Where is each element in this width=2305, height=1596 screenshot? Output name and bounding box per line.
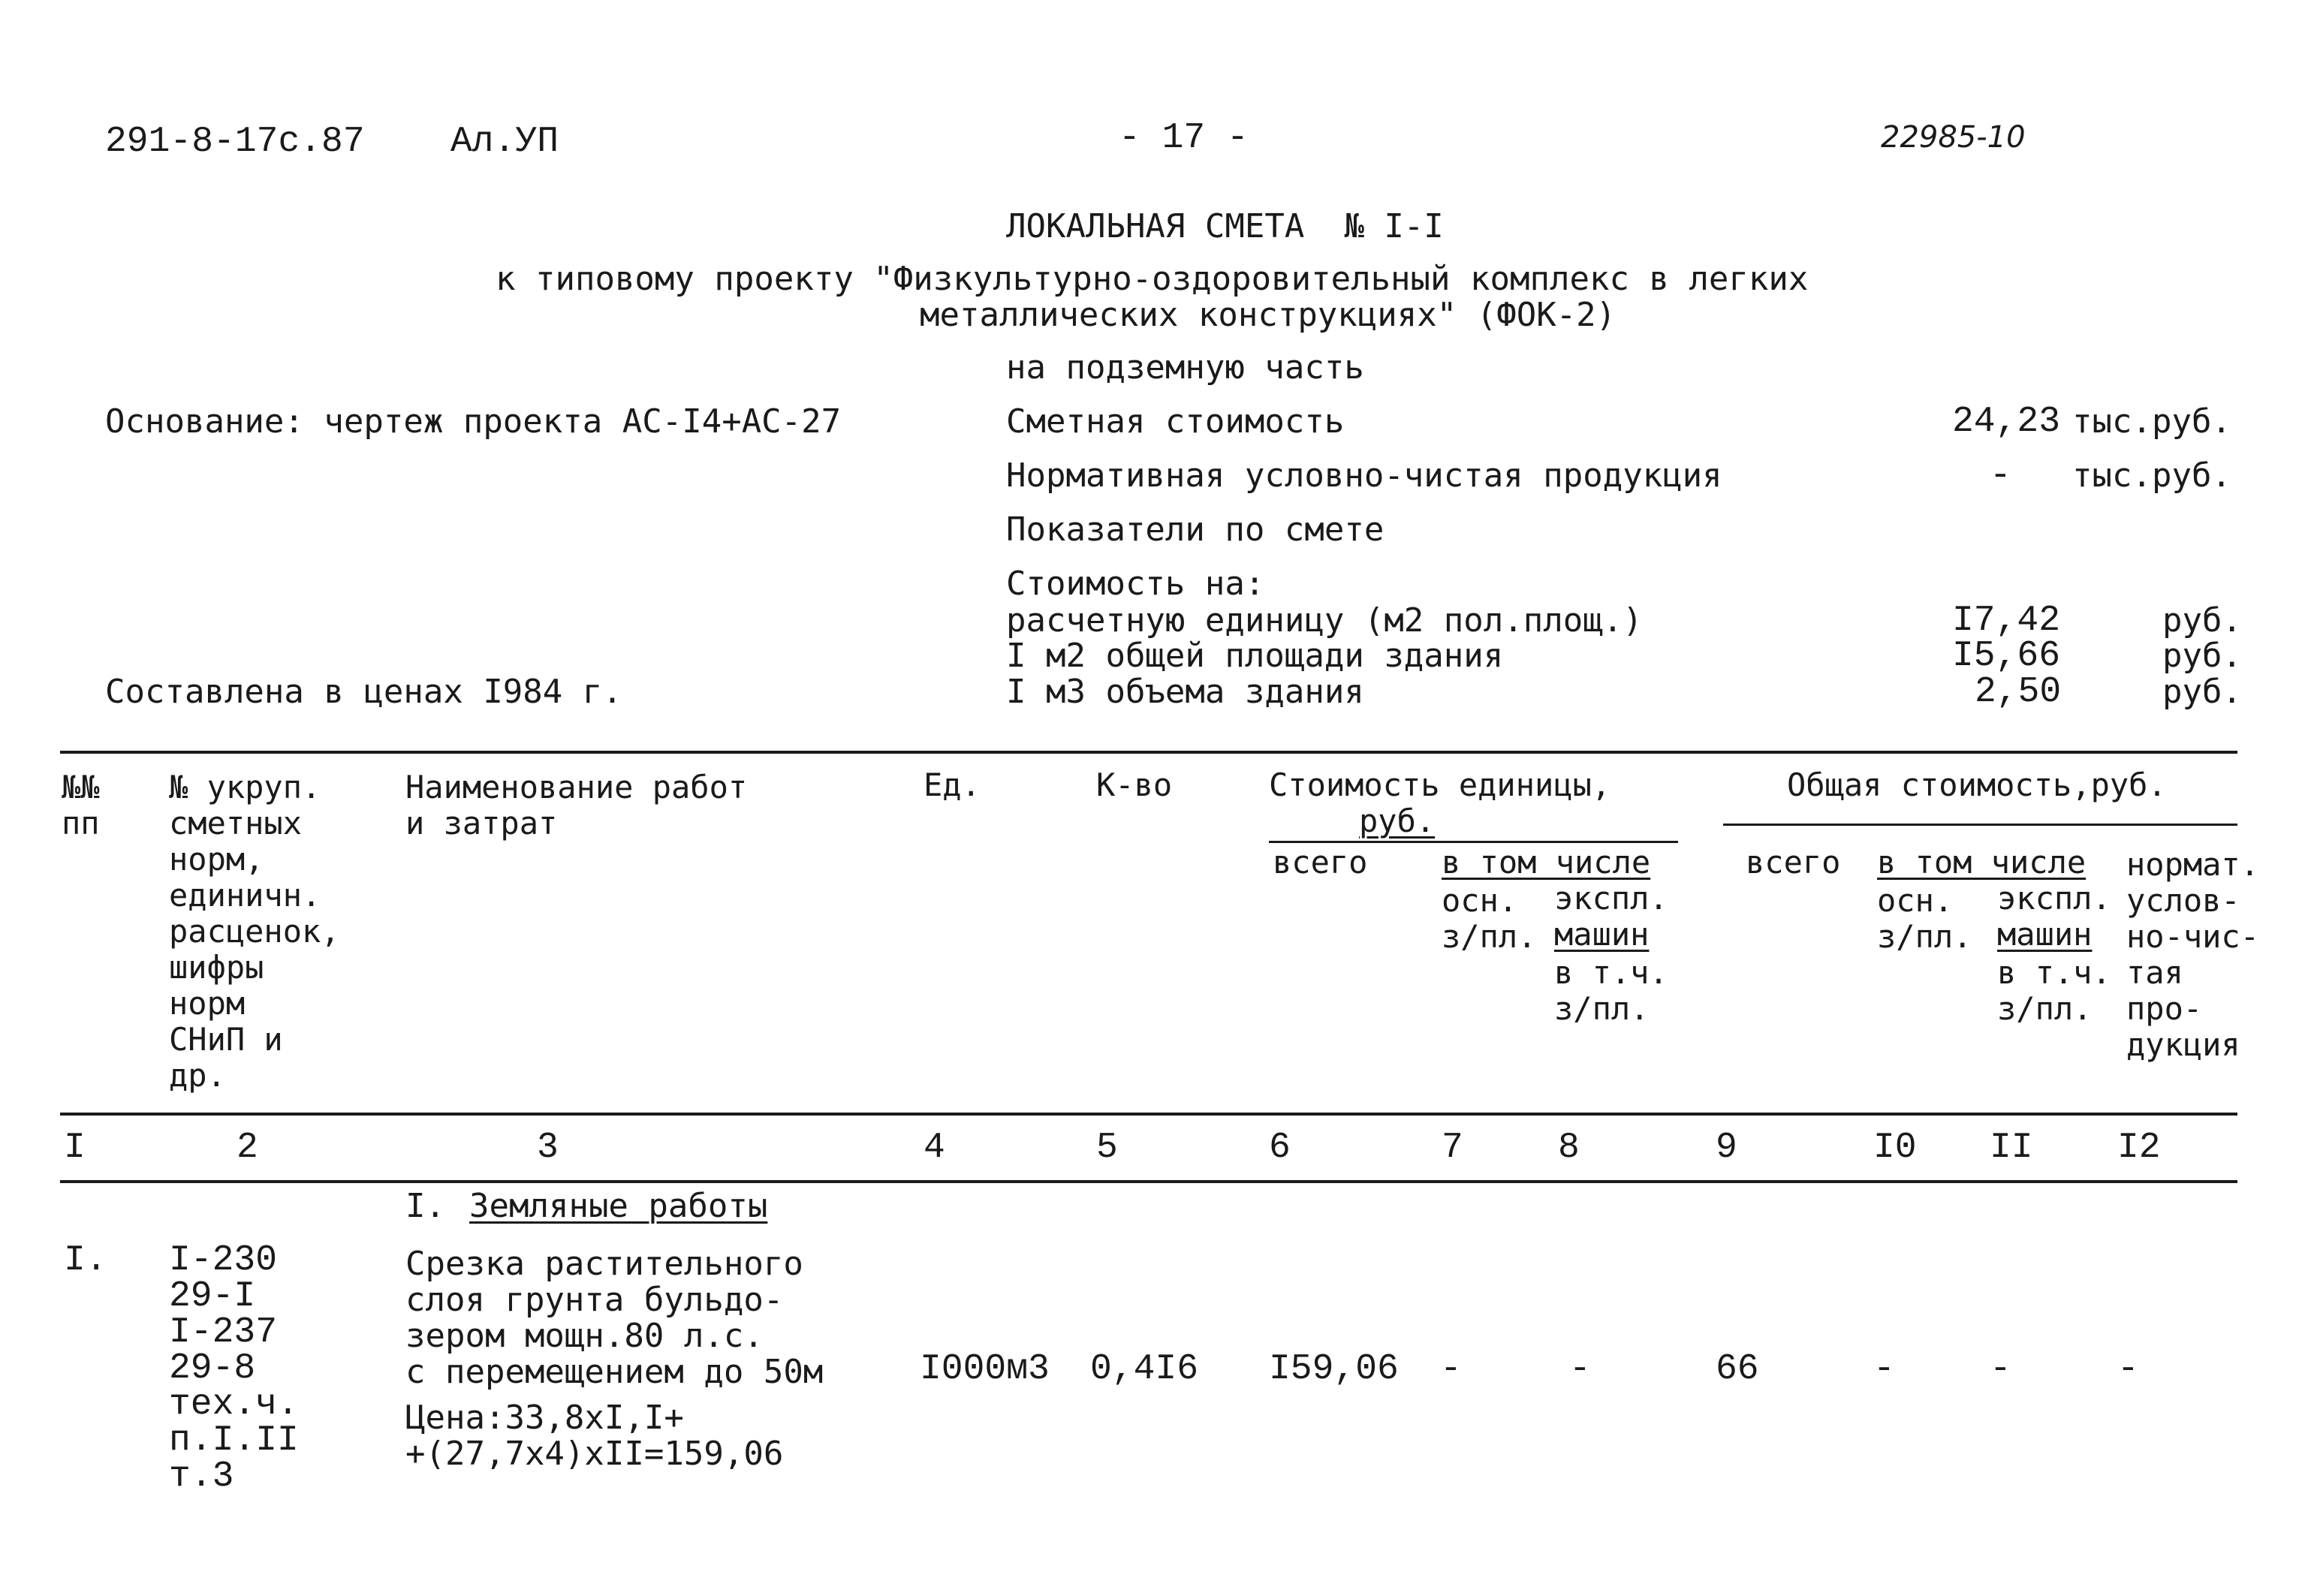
compiled-prices: Составлена в ценах I984 г. — [105, 673, 622, 711]
column-number: 8 — [1558, 1128, 1580, 1168]
project-part: на подземную часть — [1006, 348, 1364, 387]
header-unit-cost-rub: руб. — [1359, 803, 1436, 839]
column-number: 4 — [924, 1128, 945, 1168]
indicator-value: I5,66 — [1952, 636, 2061, 676]
header-tc-norm: нормат. услов- но-чис- тая про- дукция — [2126, 846, 2260, 1063]
unit-cost-rule — [1269, 841, 1678, 843]
row-total-cost: 66 — [1716, 1349, 1759, 1390]
header-tc-mash: машин — [1997, 916, 2093, 953]
basis-text: Основание: чертеж проекта АС-I4+АС-27 — [105, 402, 842, 441]
section-number: I. — [405, 1187, 445, 1225]
column-number: I — [64, 1128, 86, 1168]
header-work-name: Наименование работ и затрат — [405, 769, 748, 842]
row-quantity: 0,4I6 — [1090, 1349, 1199, 1390]
indicator-value: 2,50 — [1975, 672, 2062, 712]
column-number: I0 — [1873, 1128, 1917, 1168]
column-number: 5 — [1096, 1128, 1118, 1168]
inventory-stamp: 22985-10 — [1881, 120, 2026, 155]
header-total-cost: Общая стоимость,руб. — [1787, 766, 2167, 803]
header-tc-incl: в том числе — [1877, 844, 2087, 881]
row-unit-cost-total: I59,06 — [1269, 1349, 1399, 1390]
column-numbers-bottom-rule — [60, 1180, 2237, 1183]
header-uc-mash: машин — [1554, 916, 1650, 953]
header-tc-osn: осн. з/пл. — [1877, 882, 1972, 955]
table-top-rule — [60, 751, 2237, 754]
estimated-cost-value: 24,23 — [1952, 402, 2061, 442]
indicator-unit: руб. — [2162, 637, 2242, 675]
indicator-value: I7,42 — [1952, 601, 2061, 641]
page-number: - 17 - — [1119, 118, 1249, 158]
project-line-1: к типовому проекту "Физкультурно-оздоровительный комплекс в легких — [496, 260, 1809, 298]
cost-on-label: Стоимость на: — [1006, 565, 1265, 603]
document-code: 291-8-17с.87 — [105, 122, 365, 162]
indicator-label: I м3 объема здания — [1006, 673, 1364, 711]
project-line-2: металлических конструкциях" (ФОК-2) — [920, 296, 1617, 334]
column-number: II — [1990, 1128, 2033, 1168]
estimated-cost-unit: тыс.руб. — [2072, 402, 2231, 441]
header-unit-cost: Стоимость единицы, — [1269, 766, 1611, 803]
normative-product-unit: тыс.руб. — [2072, 456, 2231, 495]
header-unit: Ед. — [924, 766, 981, 803]
column-number: 7 — [1442, 1128, 1463, 1168]
album-number: Ал.УП — [450, 122, 559, 162]
column-number: 6 — [1269, 1128, 1291, 1168]
header-tc-total: всего — [1746, 844, 1841, 881]
row-unit: I000м3 — [920, 1349, 1050, 1390]
column-number: 2 — [237, 1128, 258, 1168]
row-total-osn: - — [1873, 1349, 1895, 1390]
row-number: I. — [64, 1240, 107, 1281]
header-tc-eksp: экспл. — [1997, 880, 2111, 917]
row-total-norm: - — [2117, 1349, 2139, 1390]
table-header-bottom-rule — [60, 1113, 2237, 1116]
indicator-unit: руб. — [2162, 601, 2242, 640]
header-uc-eksp: экспл. — [1554, 880, 1668, 917]
column-number: 3 — [537, 1128, 559, 1168]
header-uc-vtch: в т.ч. з/пл. — [1554, 954, 1668, 1027]
column-number: I2 — [2117, 1128, 2161, 1168]
normative-product-value: - — [1990, 456, 2011, 496]
row-total-eksp: - — [1990, 1349, 2011, 1390]
section-title: Земляные работы — [469, 1187, 768, 1225]
estimate-title: ЛОКАЛЬНАЯ СМЕТА № I-I — [1006, 207, 1444, 245]
header-norm-codes: № укруп. сметных норм, единичн. расценок, шифры норм СНиП и др. — [169, 769, 340, 1094]
column-number: 9 — [1716, 1128, 1737, 1168]
header-tc-vtch: в т.ч. з/пл. — [1997, 954, 2111, 1027]
indicators-label: Показатели по смете — [1006, 510, 1385, 549]
indicator-label: расчетную единицу (м2 пол.площ.) — [1006, 601, 1643, 640]
header-row-number: №№ пп — [62, 769, 100, 842]
normative-product-label: Нормативная условно-чистая продукция — [1006, 456, 1722, 495]
row-unit-cost-eksp: - — [1569, 1349, 1591, 1390]
row-norm-codes: I-230 29-I I-237 29-8 тех.ч. п.I.II т.3 — [169, 1240, 299, 1497]
estimated-cost-label: Сметная стоимость — [1006, 402, 1345, 441]
indicator-unit: руб. — [2162, 673, 2242, 711]
row-price-note: Цена:33,8хI,I+ +(27,7х4)хII=159,06 — [405, 1399, 784, 1473]
header-quantity: К-во — [1096, 766, 1173, 803]
header-uc-osn: осн. з/пл. — [1442, 882, 1537, 955]
header-uc-incl: в том числе — [1442, 844, 1651, 881]
row-unit-cost-osn: - — [1440, 1349, 1462, 1390]
total-cost-rule — [1723, 824, 2237, 826]
indicator-label: I м2 общей площади здания — [1006, 637, 1504, 675]
header-uc-total: всего — [1273, 844, 1368, 881]
row-work-name: Срезка растительного слоя грунта бульдо- зером мощн.80 л.с. с перемещением до 50м — [405, 1245, 824, 1391]
